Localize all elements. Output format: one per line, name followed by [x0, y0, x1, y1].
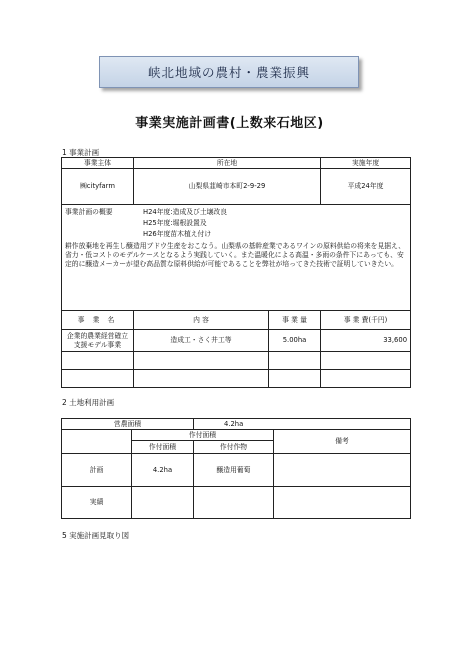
- plan-line: H26年度苗木植え付け: [143, 230, 212, 239]
- cost-header: 事 業 費(千円): [321, 311, 411, 330]
- section1-heading: 1 事業計画: [62, 148, 100, 157]
- crop-area-label: 作付面積: [132, 430, 274, 441]
- table-row: [62, 370, 411, 388]
- project-name-cell: [62, 352, 134, 370]
- region-banner: [99, 56, 359, 88]
- plan-overview: [62, 205, 411, 311]
- year-header: 実施年度: [321, 158, 411, 169]
- section3-heading: 5 実施計画見取り図: [62, 531, 130, 540]
- amount-header: 事 業 量: [269, 311, 321, 330]
- amount-cell: [269, 352, 321, 370]
- plan-line: H25年度:堀根設置及: [143, 219, 207, 228]
- plan-label: 事業計画の概要: [65, 208, 113, 217]
- content-cell: [134, 370, 269, 388]
- row-label: 計画: [62, 454, 132, 487]
- farm-area-value: 4.2ha: [194, 419, 411, 430]
- section2-heading: 2 土地利用計画: [62, 398, 115, 407]
- cost-cell: [321, 352, 411, 370]
- sub-area-header: 作付面積: [132, 441, 194, 454]
- farm-area-label: 営農面積: [62, 419, 194, 430]
- table-row: [62, 330, 411, 352]
- location-value: 山梨県韮崎市本町2-9-29: [134, 169, 321, 205]
- remarks-header: 備考: [274, 430, 411, 454]
- table-row: [62, 487, 411, 519]
- content-cell: [134, 352, 269, 370]
- entity-value: ㈱cityfarm: [62, 169, 134, 205]
- row-label: 実績: [62, 487, 132, 519]
- project-plan-table: [61, 157, 411, 388]
- table-row: [62, 352, 411, 370]
- land-use-table: [61, 418, 411, 519]
- project-name-header: 事 業 名: [62, 311, 134, 330]
- location-header: 所在地: [134, 158, 321, 169]
- table-row: [62, 454, 411, 487]
- amount-cell: 5.00ha: [269, 330, 321, 352]
- remarks-cell: [274, 454, 411, 487]
- crop-cell: [194, 487, 274, 519]
- banner-text: 峡北地域の農村・農業振興: [147, 65, 310, 80]
- sub-crop-header: 作付作物: [194, 441, 274, 454]
- cost-cell: 33,600: [321, 330, 411, 352]
- area-cell: [132, 487, 194, 519]
- content-cell: 造成工・さく井工等: [134, 330, 269, 352]
- area-cell: 4.2ha: [132, 454, 194, 487]
- project-name-cell: 企業的農業経営確立支援モデル事業: [62, 330, 134, 352]
- remarks-cell: [274, 487, 411, 519]
- amount-cell: [269, 370, 321, 388]
- document-title: 事業実施計画書(上数来石地区): [135, 116, 324, 131]
- entity-header: 事業主体: [62, 158, 134, 169]
- year-value: 平成24年度: [321, 169, 411, 205]
- cost-cell: [321, 370, 411, 388]
- plan-description: 耕作放棄地を再生し醸造用ブドウ生産をおこなう。山梨県の基幹産業であるワインの原料供給の将来を見据え、省力・低コストのモデルケースとなるよう実践していく。また温暖化による高温・多雨の条件下にあっても、安定的に醸造メーカーが望む高品質な原料供給が可能であることを弊社が培ってきた技術で証明していきたい。: [65, 242, 406, 268]
- crop-cell: 醸造用葡萄: [194, 454, 274, 487]
- content-header: 内 容: [134, 311, 269, 330]
- plan-line: H24年度:造成及び土壌改良: [143, 208, 228, 217]
- project-name-cell: [62, 370, 134, 388]
